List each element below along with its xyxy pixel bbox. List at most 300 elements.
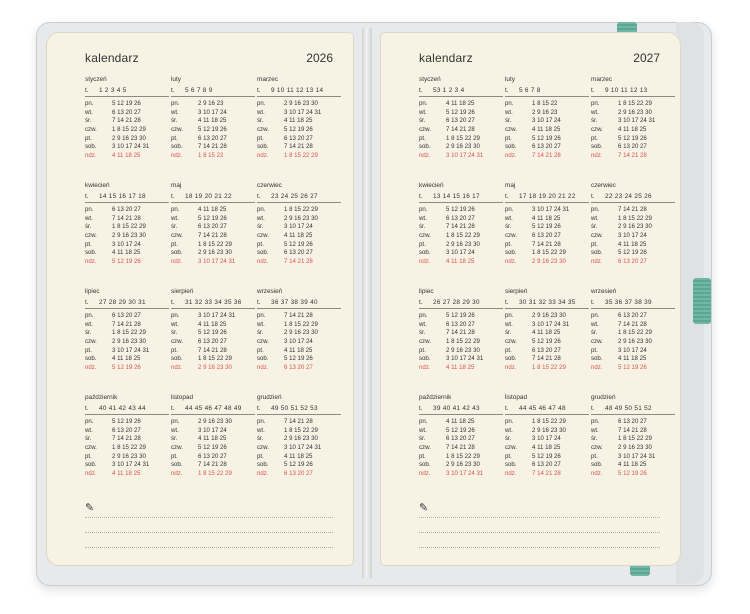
week-numbers: 14 15 16 17 18 [99, 193, 146, 200]
week-label: t. [171, 87, 175, 94]
day-row [591, 100, 675, 109]
day-row [85, 100, 169, 109]
day-name: pt. [257, 134, 264, 142]
day-dates: 1 8 15 22 29 [532, 249, 566, 257]
month-name: lipiec [85, 288, 100, 295]
day-dates: 6 13 20 27 [446, 320, 475, 328]
day-row [171, 355, 255, 364]
day-row [591, 206, 675, 215]
day-dates: 1 8 15 22 29 [198, 240, 232, 248]
day-dates: 1 8 15 22 29 [532, 418, 566, 425]
day-name: pn. [505, 100, 514, 107]
day-name: pn. [505, 418, 514, 425]
week-numbers-row [257, 85, 341, 97]
left-page [47, 33, 353, 565]
week-label: t. [419, 193, 423, 200]
day-dates: 3 10 17 24 [284, 338, 313, 346]
day-dates: 2 9 16 23 30 [112, 338, 146, 346]
day-name: czw. [591, 444, 603, 452]
day-dates: 6 13 20 27 [112, 108, 141, 116]
note-line [85, 518, 333, 533]
day-rows [257, 418, 341, 479]
notes-area[interactable] [85, 503, 333, 548]
day-row [505, 321, 589, 330]
day-dates: 7 14 21 28 [112, 117, 141, 125]
day-dates: 7 14 21 28 [446, 223, 475, 231]
day-row [419, 427, 503, 436]
month-name: sierpień [171, 288, 194, 295]
day-row [257, 223, 341, 232]
day-name: pn. [257, 206, 266, 213]
day-row [419, 152, 503, 161]
day-name: śr. [257, 435, 264, 443]
day-dates: 3 10 17 24 31 [284, 444, 322, 452]
day-row [591, 347, 675, 356]
month-block [171, 75, 255, 161]
day-name: ndz. [171, 258, 183, 266]
day-row [85, 249, 169, 258]
week-numbers-row [505, 297, 589, 309]
day-row [419, 347, 503, 356]
day-dates: 4 11 18 25 [198, 320, 227, 328]
month-name: styczeń [419, 76, 441, 83]
day-dates: 6 13 20 27 [532, 232, 561, 240]
day-name: pt. [505, 346, 512, 354]
day-row [505, 364, 589, 373]
month-block [257, 393, 341, 479]
day-row [171, 312, 255, 321]
day-row [419, 135, 503, 144]
day-dates: 5 12 19 26 [446, 312, 475, 319]
week-numbers-row [591, 403, 675, 415]
day-row [505, 126, 589, 135]
day-name: pt. [85, 346, 92, 354]
month-block [505, 393, 589, 479]
day-row [85, 470, 169, 479]
day-dates: 3 10 17 24 31 [532, 320, 570, 328]
day-row [419, 435, 503, 444]
day-dates: 4 11 18 25 [532, 214, 561, 222]
day-name: sob. [505, 461, 517, 469]
week-label: t. [85, 87, 89, 94]
day-name: czw. [85, 126, 97, 134]
day-row [171, 206, 255, 215]
week-label: t. [257, 405, 261, 412]
month-name: maj [171, 182, 182, 189]
day-name: wt. [171, 214, 179, 222]
day-dates: 2 9 16 23 30 [532, 312, 566, 319]
day-dates: 1 8 15 22 [198, 152, 224, 160]
day-name: śr. [85, 329, 92, 337]
day-dates: 5 12 19 26 [198, 444, 227, 452]
day-row [171, 100, 255, 109]
day-name: pn. [171, 312, 180, 319]
week-label: t. [505, 299, 509, 306]
day-dates: 5 12 19 26 [112, 364, 141, 372]
day-name: sob. [257, 355, 269, 363]
day-row [591, 109, 675, 118]
day-row [505, 223, 589, 232]
month-name: listopad [171, 394, 194, 401]
day-row [419, 453, 503, 462]
day-row [85, 355, 169, 364]
day-dates: 3 10 17 24 31 [198, 258, 236, 266]
week-numbers-row [85, 403, 169, 415]
day-dates: 5 12 19 26 [446, 206, 475, 213]
day-row [85, 435, 169, 444]
day-name: pn. [419, 100, 428, 107]
day-row [419, 418, 503, 427]
day-row [591, 364, 675, 373]
week-numbers: 30 31 32 33 34 35 [519, 299, 576, 306]
day-row [505, 347, 589, 356]
day-name: pt. [85, 134, 92, 142]
week-label: t. [171, 405, 175, 412]
day-rows [505, 100, 589, 161]
day-row [171, 461, 255, 470]
day-rows [591, 418, 675, 479]
day-rows [419, 418, 503, 479]
day-name: pn. [591, 418, 600, 425]
day-dates: 4 11 18 25 [446, 418, 475, 425]
day-row [591, 435, 675, 444]
day-name: ndz. [505, 258, 517, 266]
day-dates: 7 14 21 28 [532, 240, 561, 248]
day-row [419, 338, 503, 347]
month-name: styczeń [85, 76, 107, 83]
day-dates: 7 14 21 28 [532, 355, 561, 363]
day-dates: 3 10 17 24 31 [112, 346, 150, 354]
day-row [591, 329, 675, 338]
day-row [591, 126, 675, 135]
week-numbers-row [591, 191, 675, 203]
day-name: czw. [85, 338, 97, 346]
day-dates: 2 9 16 23 30 [284, 214, 318, 222]
day-row [591, 461, 675, 470]
day-dates: 5 12 19 26 [198, 214, 227, 222]
day-dates: 6 13 20 27 [446, 117, 475, 125]
month-block [85, 75, 169, 161]
week-numbers: 39 40 41 42 43 [433, 405, 480, 412]
week-numbers-row [591, 297, 675, 309]
day-name: sob. [85, 461, 97, 469]
week-numbers: 23 24 25 26 27 [271, 193, 318, 200]
day-row [419, 223, 503, 232]
day-name: ndz. [257, 152, 269, 160]
day-name: pt. [257, 452, 264, 460]
day-row [419, 215, 503, 224]
day-row [419, 241, 503, 250]
day-row [505, 100, 589, 109]
week-label: t. [591, 193, 595, 200]
week-numbers: 13 14 15 16 17 [433, 193, 480, 200]
day-name: czw. [85, 444, 97, 452]
month-block [257, 75, 341, 161]
day-dates: 1 8 15 22 29 [446, 338, 480, 346]
day-name: wt. [85, 426, 93, 434]
day-dates: 2 9 16 23 30 [284, 100, 318, 107]
day-rows [171, 206, 255, 267]
day-dates: 6 13 20 27 [198, 452, 227, 460]
day-dates: 5 12 19 26 [112, 418, 141, 425]
day-dates: 1 8 15 22 29 [284, 152, 318, 160]
day-row [419, 444, 503, 453]
day-name: sob. [171, 143, 183, 151]
day-dates: 6 13 20 27 [446, 435, 475, 443]
day-dates: 7 14 21 28 [532, 152, 561, 160]
day-dates: 6 13 20 27 [618, 418, 647, 425]
day-row [257, 215, 341, 224]
day-name: sob. [505, 355, 517, 363]
day-dates: 3 10 17 24 31 [112, 143, 150, 151]
week-label: t. [505, 87, 509, 94]
day-dates: 2 9 16 23 30 [446, 240, 480, 248]
month-block [85, 181, 169, 267]
month-name: kwiecień [419, 182, 444, 189]
day-dates: 6 13 20 27 [112, 312, 141, 319]
day-rows [419, 206, 503, 267]
day-row [257, 117, 341, 126]
month-block [257, 287, 341, 373]
day-name: śr. [505, 329, 512, 337]
week-numbers-row [171, 191, 255, 203]
day-row [419, 206, 503, 215]
day-dates: 7 14 21 28 [198, 461, 227, 469]
day-name: pn. [419, 312, 428, 319]
day-dates: 7 14 21 28 [618, 320, 647, 328]
day-name: czw. [419, 338, 431, 346]
note-line [419, 533, 660, 548]
day-row [85, 232, 169, 241]
day-name: pn. [505, 206, 514, 213]
day-dates: 4 11 18 25 [112, 152, 141, 160]
notes-area[interactable] [419, 503, 660, 548]
day-name: pn. [591, 312, 600, 319]
day-name: sob. [419, 355, 431, 363]
day-row [257, 453, 341, 462]
day-dates: 2 9 16 23 30 [618, 338, 652, 346]
day-dates: 5 12 19 26 [532, 223, 561, 231]
day-row [171, 152, 255, 161]
day-row [505, 241, 589, 250]
month-name: grudzień [257, 394, 282, 401]
day-row [419, 232, 503, 241]
day-name: pn. [85, 418, 94, 425]
week-numbers: 22 23 24 25 26 [605, 193, 652, 200]
day-row [85, 109, 169, 118]
week-numbers-row [257, 297, 341, 309]
day-dates: 6 13 20 27 [618, 143, 647, 151]
day-rows [171, 100, 255, 161]
day-dates: 2 9 16 23 30 [532, 426, 566, 434]
day-name: wt. [171, 426, 179, 434]
day-dates: 1 8 15 22 29 [618, 214, 652, 222]
week-numbers: 40 41 42 43 44 [99, 405, 146, 412]
week-numbers-row [171, 85, 255, 97]
day-row [591, 321, 675, 330]
day-row [257, 347, 341, 356]
day-row [257, 427, 341, 436]
day-row [505, 215, 589, 224]
day-row [85, 258, 169, 267]
day-row [85, 215, 169, 224]
pen-icon: ✎ [85, 502, 95, 514]
day-row [257, 461, 341, 470]
day-row [419, 312, 503, 321]
day-name: ndz. [85, 258, 97, 266]
day-name: pt. [257, 346, 264, 354]
day-name: ndz. [505, 364, 517, 372]
day-name: pt. [591, 134, 598, 142]
day-name: śr. [171, 223, 178, 231]
day-row [257, 444, 341, 453]
day-name: śr. [505, 117, 512, 125]
day-name: śr. [591, 435, 598, 443]
day-name: sob. [419, 461, 431, 469]
month-name: luty [171, 76, 181, 83]
day-row [505, 152, 589, 161]
day-dates: 3 10 17 24 31 [112, 461, 150, 469]
day-row [505, 461, 589, 470]
week-numbers: 27 28 29 30 31 [99, 299, 146, 306]
day-row [419, 249, 503, 258]
week-label: t. [591, 87, 595, 94]
day-row [85, 364, 169, 373]
day-dates: 7 14 21 28 [446, 126, 475, 134]
day-dates: 5 12 19 26 [532, 338, 561, 346]
day-dates: 4 11 18 25 [532, 126, 561, 134]
day-dates: 2 9 16 23 30 [446, 143, 480, 151]
day-row [591, 232, 675, 241]
day-name: śr. [505, 435, 512, 443]
day-name: pt. [419, 134, 426, 142]
week-label: t. [591, 299, 595, 306]
day-row [257, 143, 341, 152]
day-dates: 2 9 16 23 30 [618, 223, 652, 231]
day-row [419, 143, 503, 152]
day-name: pt. [85, 240, 92, 248]
day-row [257, 206, 341, 215]
month-block [171, 287, 255, 373]
day-name: wt. [419, 214, 427, 222]
day-row [505, 355, 589, 364]
day-row [257, 100, 341, 109]
day-dates: 4 11 18 25 [284, 117, 313, 125]
week-numbers: 1 2 3 4 5 [99, 87, 127, 94]
page-title: kalendarz [85, 51, 139, 65]
day-name: ndz. [171, 152, 183, 160]
day-row [591, 453, 675, 462]
day-name: ndz. [85, 152, 97, 160]
day-name: ndz. [591, 258, 603, 266]
week-numbers-row [505, 85, 589, 97]
day-name: śr. [257, 329, 264, 337]
day-row [505, 206, 589, 215]
day-name: czw. [257, 232, 269, 240]
day-row [171, 258, 255, 267]
day-name: pn. [171, 206, 180, 213]
week-numbers: 36 37 38 39 40 [271, 299, 318, 306]
day-name: śr. [85, 435, 92, 443]
day-name: pn. [85, 312, 94, 319]
day-name: wt. [257, 214, 265, 222]
day-dates: 1 8 15 22 29 [112, 329, 146, 337]
day-name: czw. [505, 338, 517, 346]
day-name: wt. [591, 108, 599, 116]
day-name: ndz. [257, 364, 269, 372]
day-row [171, 418, 255, 427]
day-dates: 7 14 21 28 [112, 320, 141, 328]
day-row [85, 321, 169, 330]
day-name: pt. [171, 240, 178, 248]
day-dates: 6 13 20 27 [198, 223, 227, 231]
day-row [591, 143, 675, 152]
month-block [591, 287, 675, 373]
day-name: sob. [171, 249, 183, 257]
day-dates: 6 13 20 27 [284, 249, 313, 257]
week-numbers: 44 45 46 47 48 49 [185, 405, 242, 412]
day-row [505, 117, 589, 126]
day-dates: 4 11 18 25 [198, 117, 227, 125]
month-block [419, 287, 503, 373]
day-row [591, 312, 675, 321]
day-dates: 4 11 18 25 [198, 435, 227, 443]
day-name: wt. [505, 320, 513, 328]
day-dates: 3 10 17 24 [284, 223, 313, 231]
week-label: t. [419, 299, 423, 306]
day-name: pt. [171, 452, 178, 460]
day-dates: 3 10 17 24 31 [618, 117, 656, 125]
day-name: pt. [171, 134, 178, 142]
day-row [85, 143, 169, 152]
day-row [85, 461, 169, 470]
day-dates: 5 12 19 26 [446, 108, 475, 116]
day-dates: 6 13 20 27 [532, 346, 561, 354]
day-dates: 3 10 17 24 [532, 117, 561, 125]
month-block [85, 393, 169, 479]
day-row [85, 152, 169, 161]
day-dates: 2 9 16 23 30 [446, 461, 480, 469]
day-dates: 1 8 15 22 29 [446, 452, 480, 460]
note-line [419, 518, 660, 533]
day-row [171, 364, 255, 373]
week-numbers: 48 49 50 51 52 [605, 405, 652, 412]
day-row [257, 470, 341, 479]
week-label: t. [257, 87, 261, 94]
day-dates: 1 8 15 22 [532, 100, 558, 107]
day-row [419, 461, 503, 470]
day-name: pn. [85, 100, 94, 107]
day-name: ndz. [591, 470, 603, 478]
day-name: pn. [171, 418, 180, 425]
day-row [171, 338, 255, 347]
day-rows [591, 312, 675, 373]
day-name: śr. [85, 223, 92, 231]
day-row [171, 223, 255, 232]
day-name: pt. [591, 452, 598, 460]
day-dates: 7 14 21 28 [618, 152, 647, 160]
day-dates: 2 9 16 23 30 [198, 364, 232, 372]
day-name: sob. [85, 355, 97, 363]
day-row [505, 249, 589, 258]
day-name: sob. [257, 249, 269, 257]
day-name: sob. [591, 355, 603, 363]
day-row [505, 312, 589, 321]
day-row [85, 347, 169, 356]
day-row [591, 418, 675, 427]
week-numbers-row [591, 85, 675, 97]
day-dates: 6 13 20 27 [446, 214, 475, 222]
